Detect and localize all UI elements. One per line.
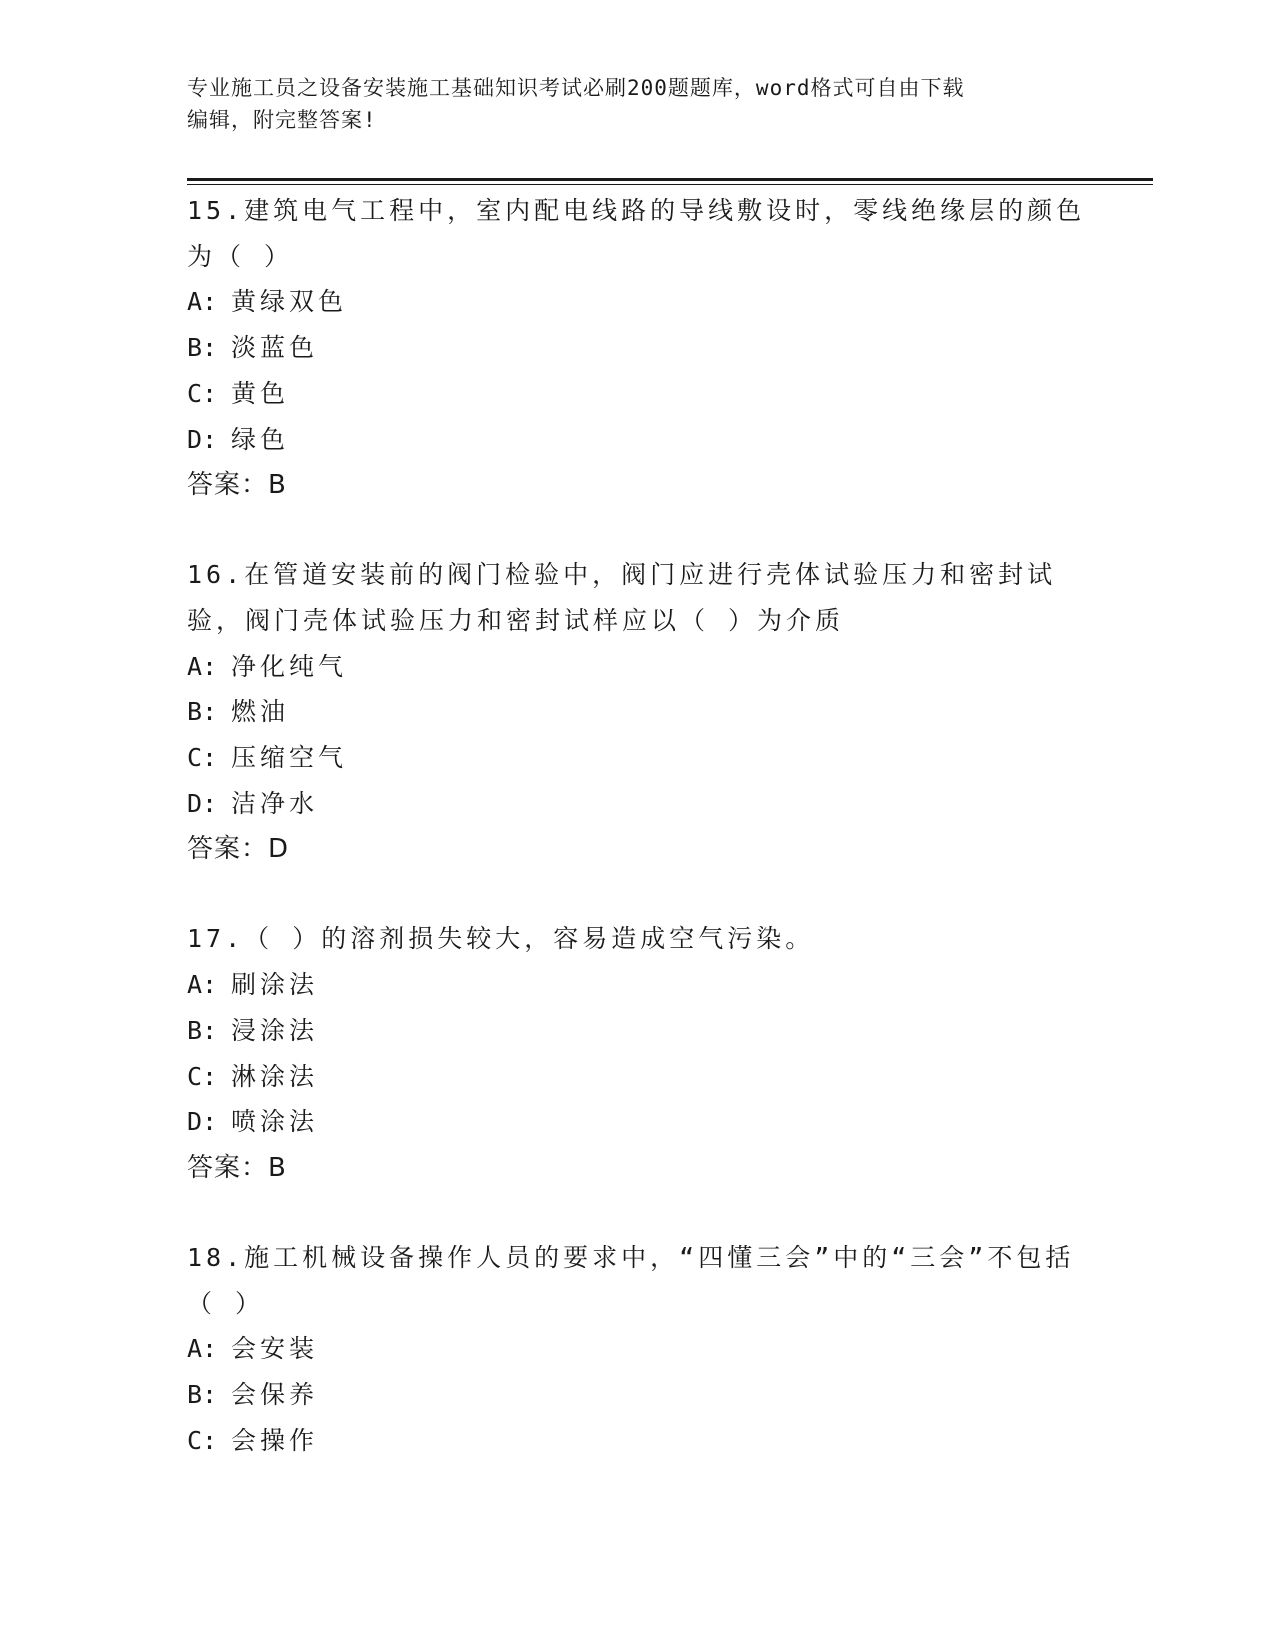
question-text: 15.建筑电气工程中，室内配电线路的导线敷设时，零线绝缘层的颜色为（ ） xyxy=(187,196,1086,271)
option-b xyxy=(187,689,1087,735)
option-text: 压缩空气 xyxy=(231,743,348,773)
question-18 xyxy=(187,1235,1087,1464)
option-text: 会操作 xyxy=(231,1425,319,1455)
option-a xyxy=(187,962,1087,1008)
option-b xyxy=(187,325,1087,371)
option-a xyxy=(187,1326,1087,1372)
option-key: C: xyxy=(187,743,218,773)
question-text: 17.（ ）的溶剂损失较大，容易造成空气污染。 xyxy=(187,924,815,954)
option-text: 会保养 xyxy=(231,1380,319,1410)
option-key: A: xyxy=(187,651,218,681)
answer-label: 答案：D xyxy=(187,834,290,865)
option-key: C: xyxy=(187,1425,218,1455)
question-text: 16.在管道安装前的阀门检验中，阀门应进行壳体试验压力和密封试验，阀门壳体试验压力和密封试样应以（ ）为介质 xyxy=(187,560,1057,635)
answer-label: 答案：B xyxy=(187,1152,287,1183)
option-text: 会安装 xyxy=(231,1334,319,1364)
option-text: 洁净水 xyxy=(231,788,319,818)
option-key: B: xyxy=(187,697,218,727)
option-text: 黄色 xyxy=(231,378,290,408)
option-d xyxy=(187,781,1087,827)
option-a xyxy=(187,644,1087,690)
option-key: A: xyxy=(187,287,218,317)
option-text: 喷涂法 xyxy=(231,1107,319,1137)
option-key: B: xyxy=(187,1015,218,1045)
option-text: 净化纯气 xyxy=(231,651,348,681)
option-text: 燃油 xyxy=(231,697,290,727)
option-key: D: xyxy=(187,424,218,454)
option-c xyxy=(187,371,1087,417)
option-key: B: xyxy=(187,1380,218,1410)
option-key: B: xyxy=(187,333,218,363)
header-line-2: 编辑，附完整答案! xyxy=(187,108,377,132)
question-17 xyxy=(187,916,1087,1191)
option-d xyxy=(187,1099,1087,1145)
document-header xyxy=(187,72,1087,136)
option-text: 绿色 xyxy=(231,424,290,454)
option-key: D: xyxy=(187,1107,218,1137)
header-divider-thick xyxy=(187,178,1153,181)
question-list xyxy=(187,188,1087,1507)
answer-label: 答案：B xyxy=(187,470,287,501)
option-text: 浸涂法 xyxy=(231,1015,319,1045)
option-b xyxy=(187,1008,1087,1054)
option-c xyxy=(187,735,1087,781)
option-key: A: xyxy=(187,1334,218,1364)
option-c xyxy=(187,1418,1087,1464)
header-divider-thin xyxy=(187,184,1153,185)
option-b xyxy=(187,1372,1087,1418)
option-d xyxy=(187,417,1087,463)
option-text: 淋涂法 xyxy=(231,1061,319,1091)
option-text: 淡蓝色 xyxy=(231,333,319,363)
header-line-1: 专业施工员之设备安装施工基础知识考试必刷200题题库，word格式可自由下载 xyxy=(187,76,965,100)
question-text: 18.施工机械设备操作人员的要求中，“四懂三会”中的“三会”不包括（ ） xyxy=(187,1242,1075,1318)
question-15 xyxy=(187,188,1087,508)
option-key: C: xyxy=(187,378,218,408)
option-text: 黄绿双色 xyxy=(231,287,348,317)
option-c xyxy=(187,1054,1087,1100)
option-key: C: xyxy=(187,1061,218,1091)
option-key: A: xyxy=(187,970,218,1000)
option-key: D: xyxy=(187,788,218,818)
question-16 xyxy=(187,552,1087,872)
option-a xyxy=(187,279,1087,325)
option-text: 刷涂法 xyxy=(231,970,319,1000)
